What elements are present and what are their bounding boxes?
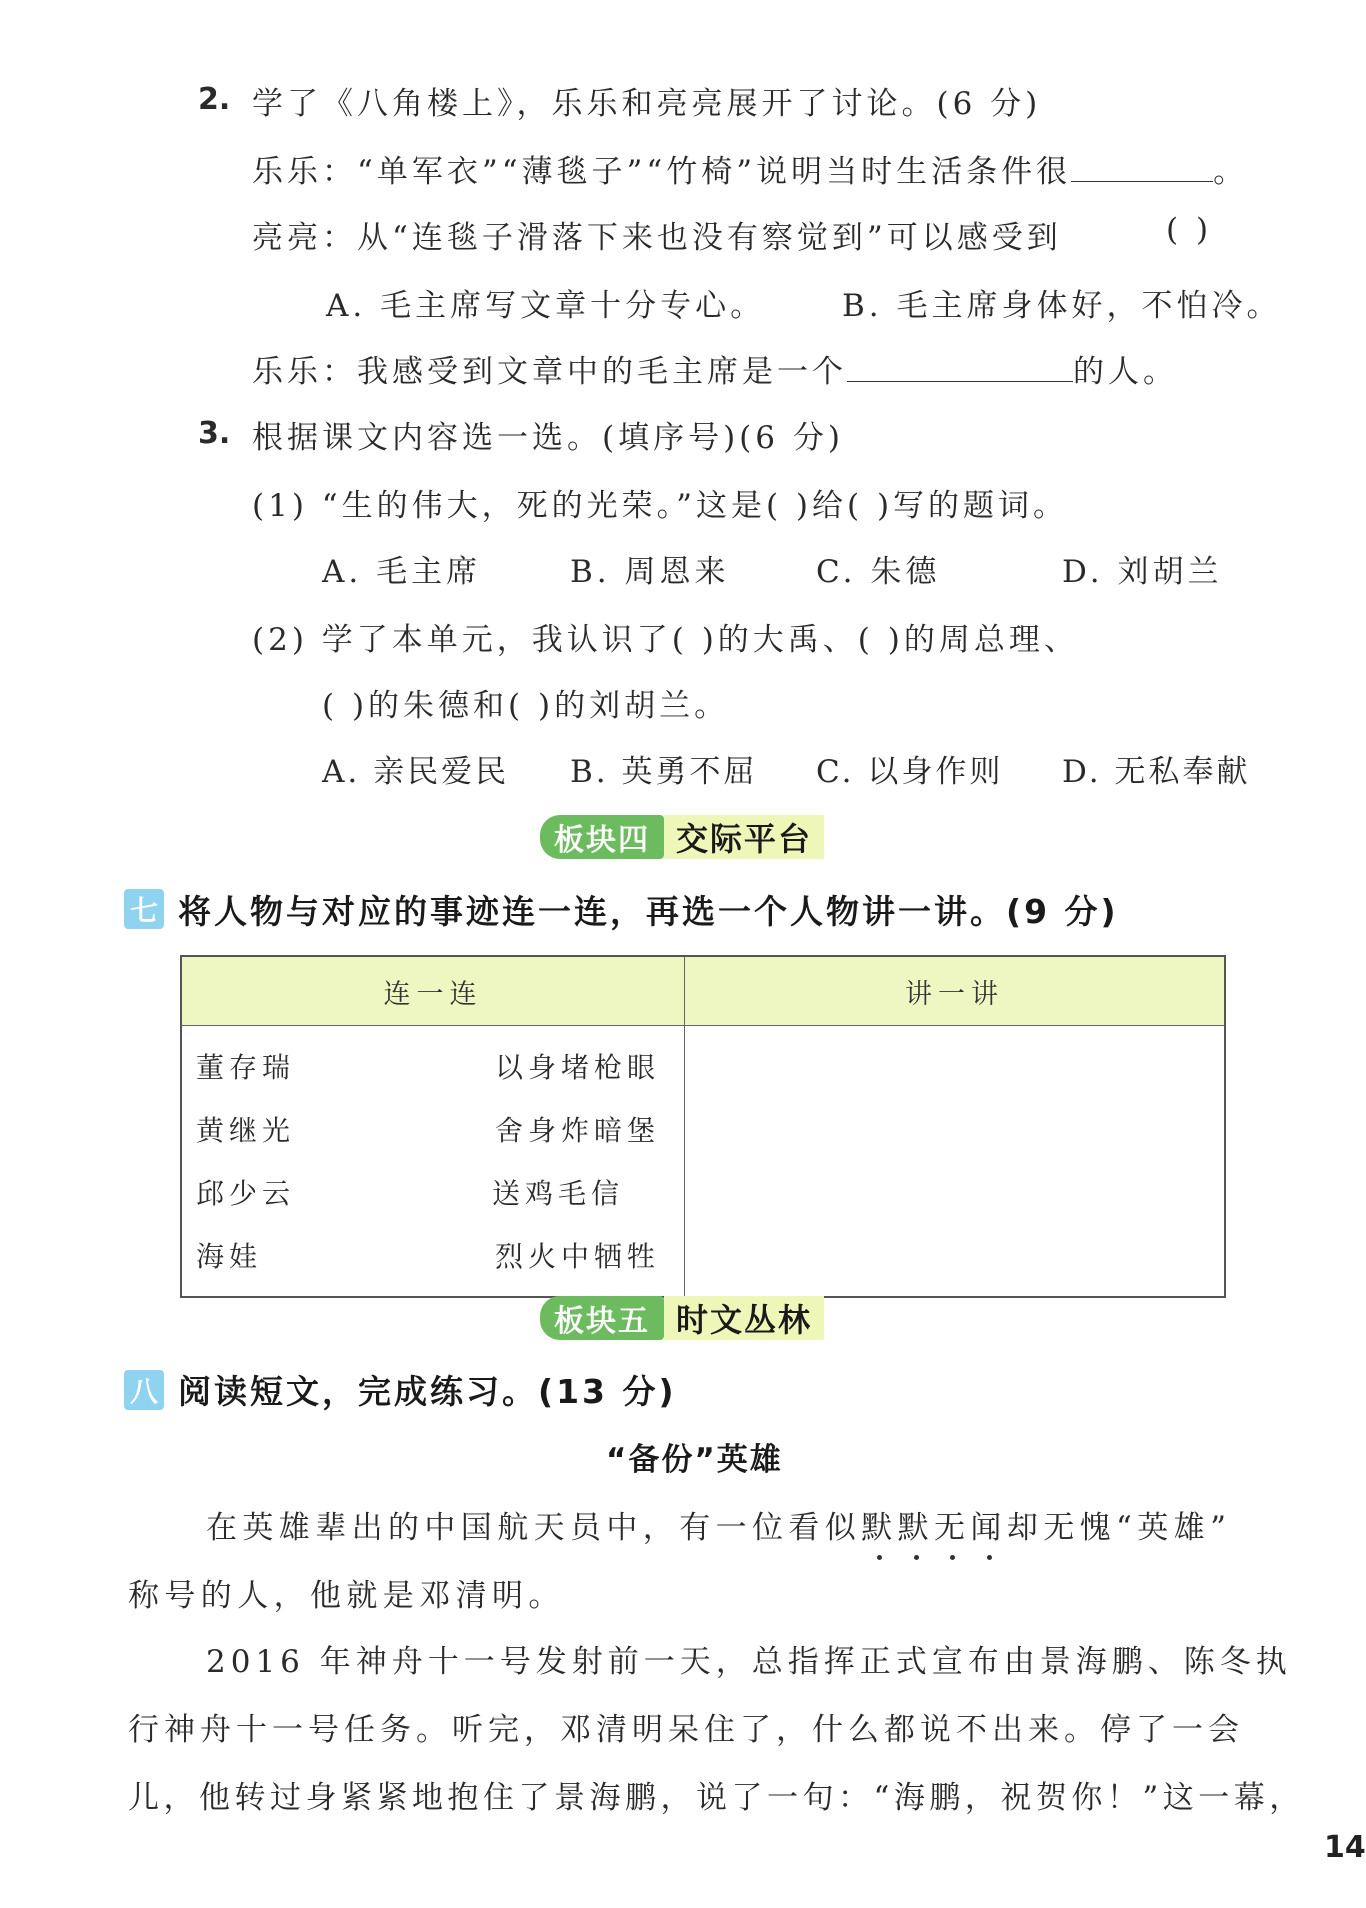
person-name[interactable]: 黄继光 (196, 1113, 296, 1147)
q2-option-b: B. 毛主席身体好，不怕冷。 (842, 288, 1282, 324)
matching-column (181, 1026, 685, 1298)
block4-title: 交际平台 (664, 815, 824, 859)
block4-banner (540, 815, 824, 859)
q3-prompt: 根据课文内容选一选。(填序号)(6 分) (252, 420, 844, 456)
talk-answer-area[interactable] (685, 1026, 1226, 1298)
article-paragraph-1-line-2: 称号的人，他就是邓清明。 (128, 1578, 565, 1614)
answer-paren[interactable]: ( ) (1166, 212, 1213, 248)
q2-line3-end: 的人。 (1073, 354, 1178, 390)
emphasis-dot-char: 闻 (970, 1510, 1007, 1546)
q3-sub1-option: D. 刘胡兰 (1062, 554, 1223, 590)
article-paragraph-2-line-3: 儿，他转过身紧紧地抱住了景海鹏，说了一句：“海鹏，祝贺你！”这一幕， (128, 1780, 1305, 1816)
emphasis-dot-char: 默 (897, 1510, 935, 1546)
table-row (182, 1160, 684, 1223)
table-row (182, 1034, 684, 1097)
table-header-link: 连一连 (181, 956, 685, 1026)
deed-text[interactable]: 以身堵枪眼 (494, 1050, 660, 1084)
table-row (182, 1223, 684, 1286)
text-run: 在英雄辈出的中国航天员中，有一位看似 (206, 1510, 862, 1546)
article-paragraph-2-line-2: 行神舟十一号任务。听完，邓清明呆住了，什么都说不出来。停了一会 (128, 1712, 1244, 1748)
q2-option-a: A. 毛主席写文章十分专心。 (326, 288, 766, 324)
q3-sub1-option: B. 周恩来 (570, 554, 730, 590)
q2-line1-text: 乐乐：“单军衣”“薄毯子”“竹椅”说明当时生活条件很 (252, 154, 1072, 190)
q3-sub1: (1) “生的伟大，死的光荣。”这是( )给( )写的题词。 (252, 488, 1069, 524)
block5-tag: 板块五 (540, 1296, 664, 1340)
q2-line-lele-1 (252, 146, 1248, 191)
block5-title: 时文丛林 (664, 1296, 824, 1340)
matching-table (180, 955, 1226, 1298)
q3-sub2-option: A. 亲民爱民 (322, 754, 510, 790)
q3-sub2-option: C. 以身作则 (816, 754, 1004, 790)
emphasis-dot-char: 默 (861, 1510, 898, 1546)
q2-line1-end: 。 (1213, 154, 1249, 190)
emphasis-dot-char: 无 (934, 1510, 971, 1546)
q2-line-liangliang: 亮亮：从“连毯子滑落下来也没有察觉到”可以感受到 (252, 220, 1062, 256)
q3-sub1-option: C. 朱德 (816, 554, 941, 590)
article-title: “备份”英雄 (606, 1442, 783, 1478)
q2-number: 2. (198, 82, 231, 117)
article-paragraph-2-line-1: 2016 年神舟十一号发射前一天，总指挥正式宣布由景海鹏、陈冬执 (206, 1644, 1292, 1680)
deed-text[interactable]: 舍身炸暗堡 (494, 1113, 660, 1147)
section7-title: 将人物与对应的事迹连一连，再选一个人物讲一讲。(9 分) (178, 892, 1119, 931)
q2-prompt: 学了《八角楼上》，乐乐和亮亮展开了讨论。(6 分) (252, 86, 1042, 122)
deed-text[interactable]: 烈火中牺牲 (494, 1239, 660, 1273)
q3-sub2-line2: ( )的朱德和( )的刘胡兰。 (322, 688, 730, 724)
block4-tag: 板块四 (540, 815, 664, 859)
q3-sub1-option: A. 毛主席 (322, 554, 482, 590)
person-name[interactable]: 海娃 (196, 1239, 263, 1273)
section-number-badge: 七 (124, 889, 164, 929)
person-name[interactable]: 董存瑞 (196, 1050, 296, 1084)
table-header-talk: 讲一讲 (685, 956, 1226, 1026)
answer-blank[interactable] (847, 357, 1073, 382)
page-number: 14 (1324, 1830, 1366, 1865)
q3-sub2-line1: (2) 学了本单元，我认识了( )的大禹、( )的周总理、 (252, 622, 1079, 658)
person-name[interactable]: 邱少云 (196, 1176, 296, 1210)
q2-line-lele-2 (252, 346, 1178, 391)
deed-text[interactable]: 送鸡毛信 (491, 1176, 624, 1210)
text-run: 却无愧“英雄” (1006, 1510, 1232, 1546)
section-number-badge: 八 (124, 1370, 164, 1410)
table-row (182, 1097, 684, 1160)
q3-sub2-option: B. 英勇不屈 (570, 754, 758, 790)
q3-sub2-option: D. 无私奉献 (1062, 754, 1251, 790)
section8-title: 阅读短文，完成练习。(13 分) (178, 1372, 677, 1411)
q3-number: 3. (198, 416, 231, 451)
answer-blank[interactable] (1071, 157, 1213, 182)
emphasis-dotted-text (861, 1510, 1007, 1546)
block5-banner (540, 1296, 824, 1340)
article-paragraph-1-line-1 (206, 1502, 1231, 1547)
q2-line3-text: 乐乐：我感受到文章中的毛主席是一个 (252, 354, 847, 390)
